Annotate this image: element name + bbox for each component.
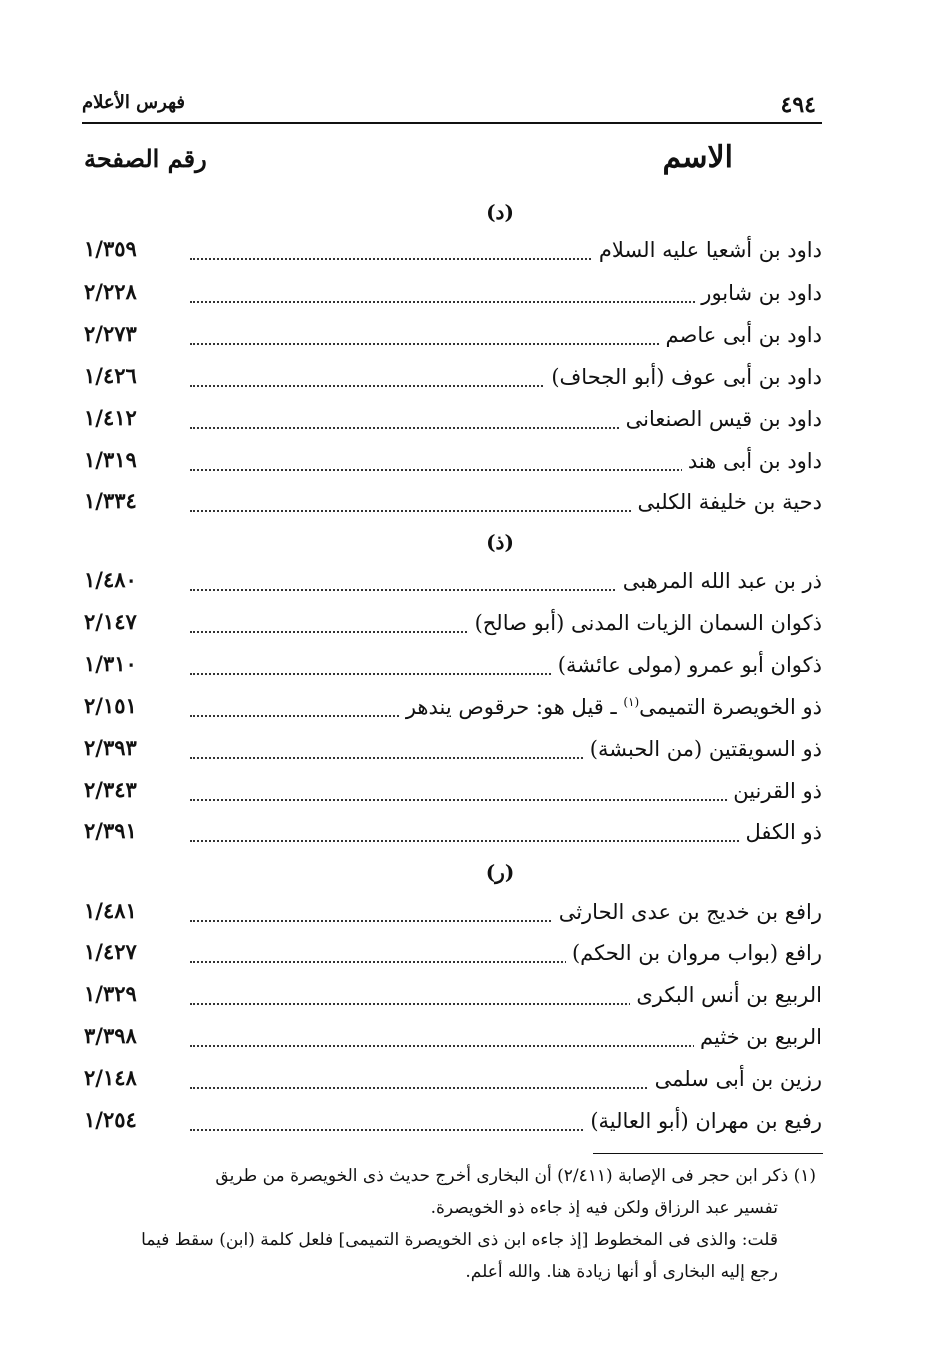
index-entry <box>80 605 822 645</box>
index-entry <box>80 814 822 854</box>
entry-page-ref: ١/٢٥٤ <box>84 1107 137 1132</box>
footnote-1-line-1: (١) ذكر ابن حجر فى الإصابة (٢/٤١١) أن البخارى أخرج حديث ذى الخويصرة من طريق <box>215 1166 816 1186</box>
index-entry <box>80 894 822 934</box>
section-letter-dal: (د) <box>486 200 514 224</box>
running-head <box>82 92 822 124</box>
running-title: فهرس الأعلام <box>82 92 185 113</box>
entry-page-ref: ٢/١٥١ <box>84 693 137 718</box>
index-entry <box>80 935 822 975</box>
entry-name: داود بن أبى هند <box>682 449 822 473</box>
index-entry <box>80 977 822 1017</box>
entry-page-ref: ٢/١٤٨ <box>84 1065 137 1090</box>
entry-name: ذكوان السمان الزيات المدنى (أبو صالح) <box>469 611 822 635</box>
entry-name: رافع بن خديج بن عدى الحارثى <box>553 900 822 924</box>
index-entry <box>80 1103 822 1143</box>
footnotes <box>76 1160 816 1288</box>
footnote-2-line-2: رجع إليه البخارى أو أنها زيادة هنا. والله أعلم. <box>465 1262 778 1282</box>
index-entry <box>80 443 822 483</box>
section-letter-ra: (ر) <box>485 860 515 884</box>
index-entry <box>80 773 822 813</box>
index-entry <box>80 563 822 603</box>
entry-page-ref: ١/٣٣٤ <box>84 488 137 513</box>
footnote-2-line-1: قلت: والذى فى المخطوط [إذ جاءه ابن ذى الخويصرة التميمى] فلعل كلمة (ابن) سقط فيما <box>141 1230 778 1250</box>
footnote-separator <box>593 1153 823 1154</box>
entry-page-ref: ٢/٢٢٨ <box>84 279 137 304</box>
index-entry <box>80 689 822 729</box>
entry-name: رافع (بواب مروان بن الحكم) <box>566 941 822 965</box>
entry-name: الربيع بن أنس البكرى <box>630 983 822 1007</box>
index-entry <box>80 232 822 272</box>
entry-name: داود بن أبى عاصم <box>660 323 822 347</box>
entry-page-ref: ١/٤٨١ <box>84 898 137 923</box>
entry-page-ref: ١/٤١٢ <box>84 405 137 430</box>
entry-name: داود بن أشعيا عليه السلام <box>593 238 822 262</box>
entry-page-ref: ٢/٣٩٣ <box>84 735 137 760</box>
column-header-name: الاسم <box>662 140 733 175</box>
index-entry <box>80 359 822 399</box>
entry-name: داود بن شابور <box>695 281 822 305</box>
section-letter-dhal: (ذ) <box>486 530 514 554</box>
entry-name: ذر بن عبد الله المرهبى <box>617 569 822 593</box>
index-entry <box>80 275 822 315</box>
entry-page-ref: ١/٤٨٠ <box>84 567 137 592</box>
entry-page-ref: ٢/٣٤٣ <box>84 777 137 802</box>
entry-name: رفيع بن مهران (أبو العالية) <box>584 1109 822 1133</box>
entry-page-ref: ١/٤٢٧ <box>84 939 137 964</box>
entry-page-ref: ١/٣٢٩ <box>84 981 137 1006</box>
entry-name: ذو الكفل <box>739 820 822 844</box>
entry-page-ref: ١/٤٢٦ <box>84 363 137 388</box>
index-entry <box>80 647 822 687</box>
entry-name: داود بن قيس الصنعانى <box>620 407 822 431</box>
entry-page-ref: ٢/١٤٧ <box>84 609 137 634</box>
entry-name: ذكوان أبو عمرو (مولى عائشة) <box>552 653 822 677</box>
index-entry <box>80 1061 822 1101</box>
dot-leader <box>190 840 822 842</box>
entry-page-ref: ١/٣١٠ <box>84 651 137 676</box>
entry-page-ref: ٢/٢٧٣ <box>84 321 137 346</box>
entry-page-ref: ٢/٣٩١ <box>84 818 137 843</box>
entry-name-rest: ـ قيل هو: حرقوص يندهر <box>405 695 624 719</box>
entry-name: رزين بن أبى سلمى <box>649 1067 822 1091</box>
index-entry <box>80 731 822 771</box>
entry-name <box>400 695 822 719</box>
entry-name-part: ذو الخويصرة التميمى <box>639 695 822 719</box>
entry-name: ذو القرنين <box>727 779 822 803</box>
entry-page-ref: ١/٣٥٩ <box>84 236 137 261</box>
entry-page-ref: ١/٣١٩ <box>84 447 137 472</box>
index-entry <box>80 317 822 357</box>
footnote-1-line-2: تفسير عبد الرزاق ولكن فيه إذ جاءه ذو الخويصرة. <box>430 1198 778 1218</box>
entry-page-ref: ٣/٣٩٨ <box>84 1023 137 1048</box>
index-entry <box>80 401 822 441</box>
footnote-marker: (١) <box>623 695 640 709</box>
page-number: ٤٩٤ <box>780 92 816 118</box>
entry-name: ذو السويقتين (من الحبشة) <box>584 737 822 761</box>
entry-name: داود بن أبى عوف (أبو الجحاف) <box>545 365 822 389</box>
entry-name: الربيع بن خثيم <box>694 1025 822 1049</box>
entry-name: دحية بن خليفة الكلبى <box>631 490 822 514</box>
column-header-page: رقم الصفحة <box>84 144 207 173</box>
index-entry <box>80 484 822 524</box>
index-entry <box>80 1019 822 1059</box>
